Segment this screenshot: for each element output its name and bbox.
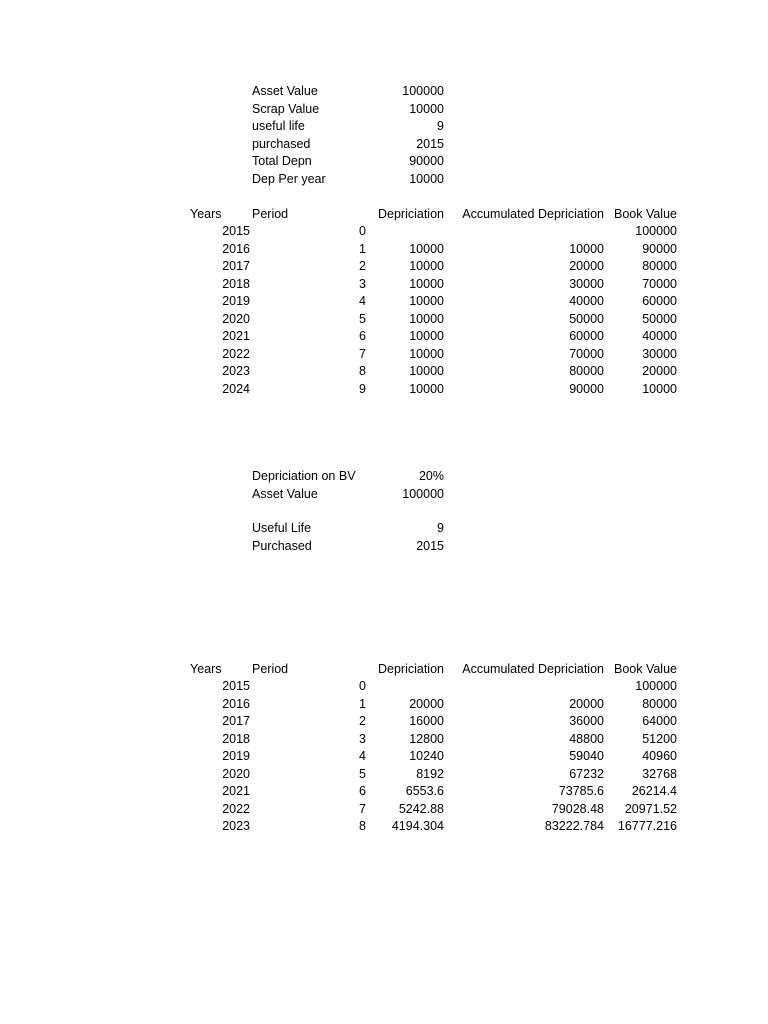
cell-depreciation: 10000 (409, 364, 444, 378)
cell-period: 4 (359, 749, 366, 763)
cell-period: 7 (359, 346, 366, 361)
cell-period: 4 (359, 294, 366, 308)
cell-year: 2020 (222, 766, 250, 781)
param-value: 9 (437, 521, 444, 535)
cell-accumulated: 73785.6 (558, 784, 604, 798)
cell-accumulated: 79028.48 (551, 801, 604, 816)
cell-period: 0 (359, 224, 366, 238)
cell-book-value: 100000 (635, 679, 677, 693)
cell-period: 6 (359, 784, 366, 798)
cell-depreciation: 10000 (409, 346, 444, 361)
header-depreciation: Depriciation (377, 207, 444, 221)
cell-book-value: 70000 (642, 276, 677, 291)
cell-book-value: 100000 (635, 224, 677, 238)
cell-depreciation: 16000 (409, 714, 444, 728)
cell-depreciation: 12800 (409, 731, 444, 746)
cell-accumulated: 30000 (569, 276, 604, 291)
param-value: 10000 (409, 172, 444, 186)
cell-accumulated: 40000 (569, 294, 604, 308)
cell-year: 2015 (222, 224, 250, 238)
cell-period: 3 (359, 276, 366, 291)
cell-depreciation: 8192 (416, 766, 444, 781)
cell-accumulated: 50000 (569, 311, 604, 326)
header-period: Period (252, 662, 289, 676)
param-label: useful life (252, 119, 305, 133)
cell-book-value: 40960 (642, 749, 677, 763)
cell-depreciation: 10000 (409, 294, 444, 308)
header-years: Years (190, 662, 222, 676)
cell-period: 9 (359, 381, 366, 396)
cell-year: 2015 (222, 679, 250, 693)
param-value: 9 (437, 119, 444, 133)
cell-depreciation: 6553.6 (405, 784, 444, 798)
param-value: 20% (418, 469, 444, 483)
cell-depreciation: 10000 (409, 311, 444, 326)
header-accumulated: Accumulated Depriciation (462, 662, 604, 676)
cell-year: 2017 (222, 714, 250, 728)
cell-period: 8 (359, 819, 366, 833)
cell-year: 2022 (222, 346, 250, 361)
cell-book-value: 40000 (642, 329, 677, 343)
header-accumulated: Accumulated Depriciation (462, 207, 604, 221)
cell-accumulated: 20000 (569, 259, 604, 273)
param-label: Depriciation on BV (252, 469, 356, 483)
cell-depreciation: 20000 (409, 696, 444, 711)
cell-depreciation: 10000 (409, 381, 444, 396)
cell-year: 2023 (222, 819, 250, 833)
cell-period: 1 (359, 696, 366, 711)
cell-period: 0 (359, 679, 366, 693)
cell-depreciation (370, 223, 444, 239)
cell-period: 8 (359, 364, 366, 378)
cell-accumulated (500, 678, 604, 694)
cell-accumulated: 48800 (569, 731, 604, 746)
cell-book-value: 60000 (642, 294, 677, 308)
param-value: 90000 (409, 154, 444, 168)
cell-book-value: 80000 (642, 696, 677, 711)
cell-book-value: 64000 (642, 714, 677, 728)
cell-year: 2019 (222, 294, 250, 308)
cell-accumulated: 59040 (569, 749, 604, 763)
cell-period: 7 (359, 801, 366, 816)
cell-period: 1 (359, 241, 366, 256)
param-label: Asset Value (252, 84, 318, 98)
cell-book-value: 20000 (642, 364, 677, 378)
cell-book-value: 51200 (642, 731, 677, 746)
cell-accumulated: 80000 (569, 364, 604, 378)
cell-year: 2023 (222, 364, 250, 378)
param-value: 10000 (409, 102, 444, 116)
cell-accumulated: 83222.784 (544, 819, 604, 833)
param-label: Useful Life (252, 521, 312, 535)
cell-accumulated: 67232 (569, 766, 604, 781)
header-book-value: Book Value (613, 662, 677, 676)
param-label: Purchased (252, 539, 312, 553)
param-value: 100000 (402, 487, 444, 501)
param-label: purchased (252, 137, 311, 151)
cell-period: 2 (359, 714, 366, 728)
param-label: Scrap Value (252, 102, 320, 116)
cell-book-value: 32768 (642, 766, 677, 781)
cell-period: 5 (359, 311, 366, 326)
cell-accumulated: 10000 (569, 241, 604, 256)
cell-book-value: 50000 (642, 311, 677, 326)
param-label: Dep Per year (252, 172, 326, 186)
cell-period: 6 (359, 329, 366, 343)
cell-depreciation (370, 678, 444, 694)
cell-depreciation: 5242.88 (398, 801, 444, 816)
cell-year: 2016 (222, 241, 250, 256)
cell-period: 5 (359, 766, 366, 781)
param-value: 100000 (402, 84, 444, 98)
cell-book-value: 80000 (642, 259, 677, 273)
header-period: Period (252, 207, 289, 221)
cell-accumulated: 60000 (569, 329, 604, 343)
cell-year: 2019 (222, 749, 250, 763)
cell-year: 2021 (222, 784, 250, 798)
cell-depreciation: 10000 (409, 329, 444, 343)
cell-year: 2021 (222, 329, 250, 343)
header-book-value: Book Value (613, 207, 677, 221)
cell-book-value: 26214.4 (631, 784, 677, 798)
cell-year: 2022 (222, 801, 250, 816)
cell-book-value: 90000 (642, 241, 677, 256)
cell-period: 3 (359, 731, 366, 746)
cell-year: 2020 (222, 311, 250, 326)
cell-accumulated: 90000 (569, 381, 604, 396)
cell-depreciation: 10240 (409, 749, 444, 763)
cell-period: 2 (359, 259, 366, 273)
cell-year: 2016 (222, 696, 250, 711)
header-depreciation: Depriciation (377, 662, 444, 676)
cell-book-value: 20971.52 (624, 801, 677, 816)
cell-depreciation: 10000 (409, 259, 444, 273)
cell-book-value: 30000 (642, 346, 677, 361)
cell-accumulated: 20000 (569, 696, 604, 711)
cell-accumulated (500, 223, 604, 239)
cell-depreciation: 10000 (409, 241, 444, 256)
cell-book-value: 16777.216 (617, 819, 677, 833)
cell-year: 2017 (222, 259, 250, 273)
header-years: Years (190, 207, 222, 221)
cell-book-value: 10000 (642, 381, 677, 396)
cell-year: 2018 (222, 731, 250, 746)
cell-year: 2018 (222, 276, 250, 291)
cell-depreciation: 10000 (409, 276, 444, 291)
cell-accumulated: 70000 (569, 346, 604, 361)
cell-year: 2024 (222, 381, 250, 396)
param-value: 2015 (416, 539, 444, 553)
cell-depreciation: 4194.304 (391, 819, 444, 833)
param-label: Asset Value (252, 487, 318, 501)
param-value: 2015 (416, 137, 444, 151)
cell-accumulated: 36000 (569, 714, 604, 728)
param-label: Total Depn (252, 154, 312, 168)
